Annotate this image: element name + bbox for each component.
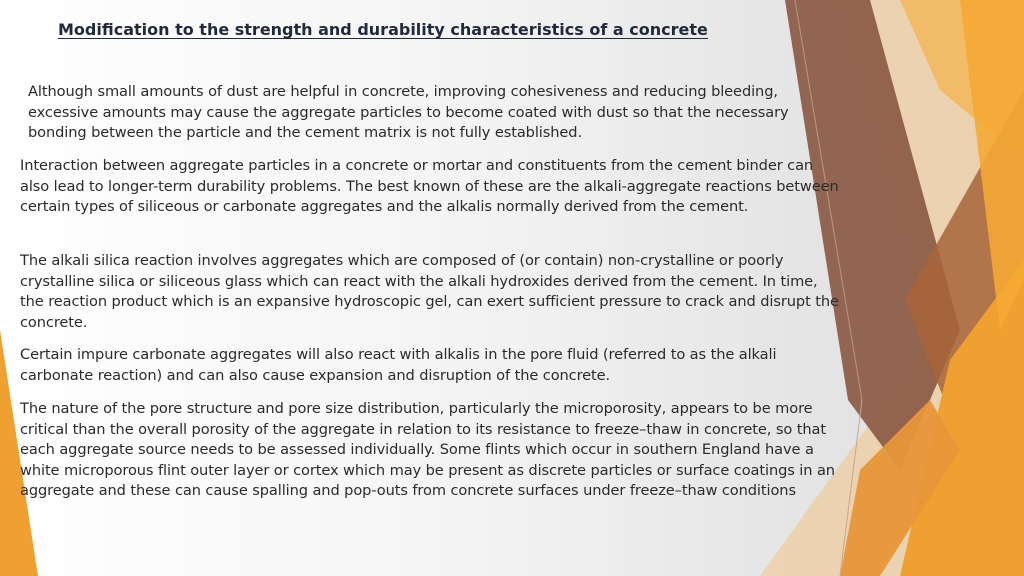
paragraph-alkali-silica: The alkali silica reaction involves aggregates which are composed of (or contain) non-crystalline or poorly crystalline silica or siliceous glass which can react with the alkali hydroxides derived from the cement. In time, the reaction product which is an expansive hydroscopic gel, can exert sufficient pressure to crack and disrupt the concrete. <box>20 252 839 331</box>
paragraph-aggregate-interaction: Interaction between aggregate particles in a concrete or mortar and constituents from the cement binder can also lead to longer-term durability problems. The best known of these are the alkali-aggregate reactions between certain types of siliceous or carbonate aggregates and the alkalis normally derived from the cement. <box>20 157 839 215</box>
paragraph-pore-structure: The nature of the pore structure and pore size distribution, particularly the microporosity, appears to be more critical than the overall porosity of the aggregate in relation to its resistance to freeze–thaw in concrete, so that each aggregate source needs to be assessed individually. Some flints which occur in southern England have a white microporous flint outer layer or cortex which may be present as discrete particles or surface coatings in an aggregate and these can cause spalling and pop-outs from concrete surfaces under freeze–thaw conditions <box>20 400 835 499</box>
slide-title: Modification to the strength and durability characteristics of a concrete <box>58 20 708 39</box>
paragraph-dust: Although small amounts of dust are helpful in concrete, improving cohesiveness and reducing bleeding, excessive amounts may cause the aggregate particles to become coated with dust so that the necessary bonding between the particle and the cement matrix is not fully established. <box>28 83 789 141</box>
paragraph-alkali-carbonate: Certain impure carbonate aggregates will also react with alkalis in the pore fluid (referred to as the alkali carbonate reaction) and can also cause expansion and disruption of the concrete. <box>20 346 777 384</box>
